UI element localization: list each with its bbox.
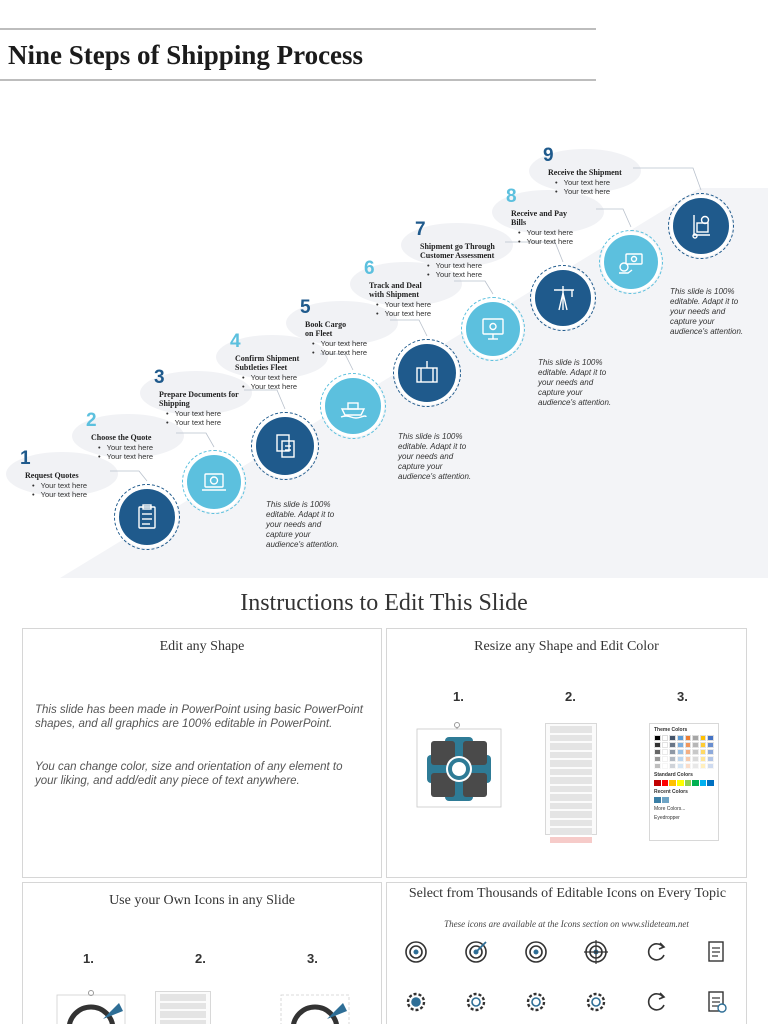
- target-icon-preview-1: [53, 989, 129, 1024]
- step-2-title: Choose the Quote: [91, 433, 152, 442]
- step-8-bullets: [518, 228, 573, 246]
- color-palette-preview: [649, 723, 719, 841]
- step-9-bullets: [555, 178, 610, 196]
- step-5-title: Book Cargo on Fleet: [305, 320, 347, 338]
- document-icon: [270, 431, 300, 461]
- checklist-settings-icon: [703, 989, 729, 1015]
- theme-swatch-row-3: [654, 749, 714, 755]
- step-8-circle: [604, 235, 658, 289]
- award-target-icon: [523, 939, 549, 965]
- step-5-bullet-1: • Your text here: [312, 339, 367, 348]
- theme-swatch-row-1: [654, 735, 714, 741]
- step-3-title: Prepare Documents for Shipping: [159, 390, 239, 408]
- quadrant-shape-icon: [413, 721, 505, 813]
- gears-icon: [583, 989, 609, 1015]
- step-3-bullet-1: • Your text here: [166, 409, 221, 418]
- step-9-bullet-2: • Your text here: [555, 187, 610, 196]
- step-6-circle: [466, 302, 520, 356]
- more-colors-item: More Colors...: [654, 806, 686, 812]
- step-5-number: 5: [300, 297, 311, 318]
- recent-color-swatches: [654, 797, 714, 803]
- step-3-bullets: [166, 409, 221, 427]
- step-1-bullet-2: • Your text here: [32, 490, 87, 499]
- gear-check-icon: [523, 989, 549, 1015]
- own-icons-step-3-label: 3.: [307, 951, 318, 966]
- own-icons-step-1-label: 1.: [83, 951, 94, 966]
- context-menu-preview: [545, 723, 597, 835]
- standard-color-swatches: [654, 780, 714, 786]
- refresh-arrow-icon: [643, 939, 669, 965]
- step-4-circle: [325, 378, 381, 434]
- panel-edit-shape: [22, 628, 382, 878]
- panel-edit-shape-paragraph-2: You can change color, size and orientation of any element to your liking, and add/edit any piece of text anywhere.: [35, 761, 343, 787]
- recent-colors-label: Recent Colors: [654, 789, 688, 795]
- step-9-bullet-1: • Your text here: [555, 178, 610, 187]
- theme-swatch-row-4: [654, 756, 714, 762]
- step-9-number: 9: [543, 145, 554, 166]
- step-6-bullet-1: • Your text here: [376, 300, 431, 309]
- context-menu-preview-small: [155, 991, 211, 1024]
- step-4-title: Confirm Shipment Subtleties Fleet: [235, 354, 300, 372]
- step-5-bullets: [312, 339, 367, 357]
- resize-step-2-label: 2.: [565, 689, 576, 704]
- step-7-bullet-2: • Your text here: [427, 270, 482, 279]
- eyedropper-item: Eyedropper: [654, 815, 680, 821]
- container-icon: [412, 358, 442, 388]
- cash-payment-icon: [616, 247, 646, 277]
- step-8-title: Receive and Pay Bills: [511, 209, 567, 227]
- step-4-bullets: [242, 373, 297, 391]
- standard-colors-label: Standard Colors: [654, 772, 693, 778]
- step-9-circle: [673, 198, 729, 254]
- step-8-bullet-2: • Your text here: [518, 237, 573, 246]
- step-3-bullet-2: • Your text here: [166, 418, 221, 427]
- step-2-bullet-2: • Your text here: [98, 452, 153, 461]
- step-7-circle: [535, 270, 591, 326]
- panel-select-icons-subtitle: These icons are available at the Icons section on www.slideteam.net: [444, 919, 689, 929]
- step-3-number: 3: [154, 367, 165, 388]
- step-1-number: 1: [20, 448, 31, 469]
- panel-resize-color-title: Resize any Shape and Edit Color: [474, 639, 659, 654]
- step-3-circle: [256, 417, 314, 475]
- monitor-tracking-icon: [478, 314, 508, 344]
- own-icons-step-2-label: 2.: [195, 951, 206, 966]
- step-9-title: Receive the Shipment: [548, 168, 622, 177]
- gear-target-icon: [403, 989, 429, 1015]
- panel-own-icons: [22, 882, 382, 1024]
- checklist-icon: [703, 939, 729, 965]
- step-6-bullet-2: • Your text here: [376, 309, 431, 318]
- step-1-circle: [119, 489, 175, 545]
- page-title: Nine Steps of Shipping Process: [8, 40, 364, 70]
- resize-step-3-label: 3.: [677, 689, 688, 704]
- caption-3: This slide is 100% editable. Adapt it to your needs and capture your audience's attention.: [538, 358, 612, 407]
- reload-icon: [643, 989, 669, 1015]
- step-7-bullets: [427, 261, 482, 279]
- caption-2: This slide is 100% editable. Adapt it to your needs and capture your audience's attention.: [398, 432, 472, 481]
- theme-colors-label: Theme Colors: [654, 727, 688, 733]
- step-8-number: 8: [506, 186, 517, 207]
- step-2-bullets: [98, 443, 153, 461]
- step-5-circle: [398, 344, 456, 402]
- theme-swatch-row-5: [654, 763, 714, 769]
- cargo-ship-icon: [338, 391, 368, 421]
- step-6-bullets: [376, 300, 431, 318]
- step-4-number: 4: [230, 331, 241, 352]
- step-7-number: 7: [415, 219, 426, 240]
- step-7-bullet-1: • Your text here: [427, 261, 482, 270]
- theme-swatch-row-2: [654, 742, 714, 748]
- step-2-number: 2: [86, 410, 97, 431]
- step-2-circle: [187, 455, 241, 509]
- panel-edit-shape-title: Edit any Shape: [159, 639, 245, 654]
- target-icon: [403, 939, 429, 965]
- caption-4: This slide is 100% editable. Adapt it to your needs and capture your audience's attention.: [670, 287, 744, 336]
- resize-step-1-label: 1.: [453, 689, 464, 704]
- step-4-bullet-1: • Your text here: [242, 373, 297, 382]
- step-1-title: Request Quotes: [25, 471, 79, 480]
- step-5-bullet-2: • Your text here: [312, 348, 367, 357]
- panel-resize-color: [386, 628, 747, 878]
- hand-truck-icon: [686, 211, 716, 241]
- theme-color-swatches: [650, 735, 718, 769]
- step-2-bullet-1: • Your text here: [98, 443, 153, 452]
- step-4-bullet-2: • Your text here: [242, 382, 297, 391]
- panel-select-icons-title: Select from Thousands of Editable Icons on Every Topic: [408, 886, 727, 901]
- step-8-bullet-1: • Your text here: [518, 228, 573, 237]
- panel-edit-shape-paragraph-1: This slide has been made in PowerPoint using basic PowerPoint shapes, and all graphics are 100% editable in PowerPoint.: [35, 704, 363, 730]
- step-6-title: Track and Deal with Shipment: [369, 281, 422, 299]
- crane-icon: [548, 283, 578, 313]
- step-7-title: Shipment go Through Customer Assessment: [420, 242, 495, 260]
- step-1-bullets: [32, 481, 87, 499]
- laptop-icon: [199, 467, 229, 497]
- dart-target-icon: [463, 939, 489, 965]
- caption-1: This slide is 100% editable. Adapt it to your needs and capture your audience's attention.: [266, 500, 340, 549]
- target-icon-preview-2: [277, 989, 353, 1024]
- instructions-title: Instructions to Edit This Slide: [240, 590, 528, 616]
- crosshair-icon: [583, 939, 609, 965]
- step-1-bullet-1: • Your text here: [32, 481, 87, 490]
- panel-select-icons: [386, 882, 747, 1024]
- step-6-number: 6: [364, 258, 375, 279]
- gear-icon: [463, 989, 489, 1015]
- panel-own-icons-title: Use your Own Icons in any Slide: [109, 893, 295, 908]
- clipboard-checklist-icon: [132, 502, 162, 532]
